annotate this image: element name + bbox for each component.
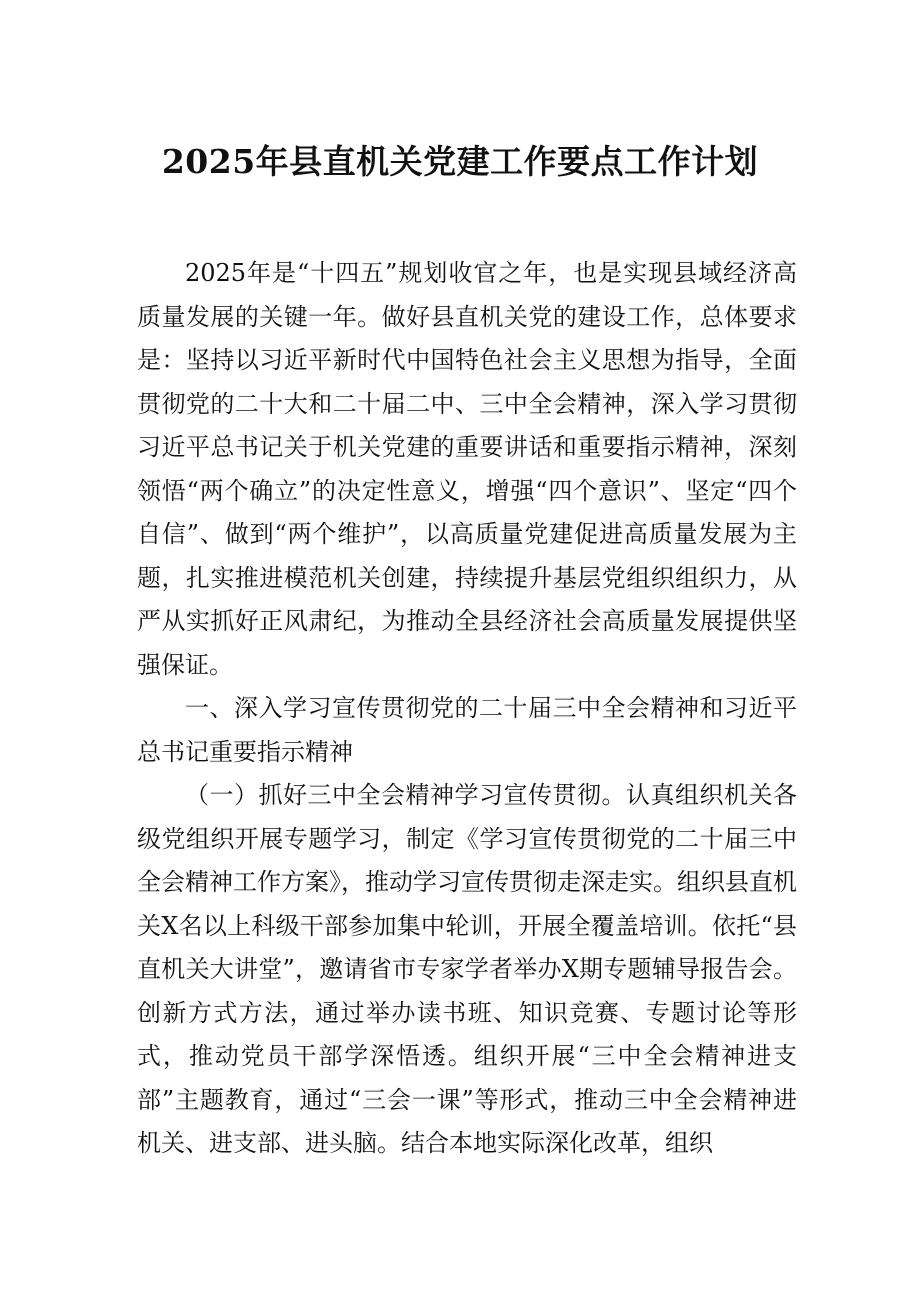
section-heading-1: 一、深入学习宣传贯彻党的二十届三中全会精神和习近平总书记重要指示精神	[137, 694, 797, 766]
document-body	[137, 252, 797, 1166]
subsection-paragraph-1: （一）抓好三中全会精神学习宣传贯彻。认真组织机关各级党组织开展专题学习，制定《学习宣传贯彻党的二十届三中全会精神工作方案》，推动学习宣传贯彻走深走实。组织县直机关X名以上科级干部参加集中轮训，开展全覆盖培训。依托“县直机关大讲堂”，邀请省市专家学者举办X期专题辅导报告会。创新方式方法，通过举办读书班、知识竞赛、专题讨论等形式，推动党员干部学深悟透。组织开展“三中全会精神进支部”主题教育，通过“三会一课”等形式，推动三中全会精神进机关、进支部、进头脑。结合本地实际深化改革，组织	[137, 781, 797, 1157]
document-title: 2025年县直机关党建工作要点工作计划	[161, 142, 759, 181]
intro-paragraph: 2025年是“十四五”规划收官之年，也是实现县域经济高质量发展的关键一年。做好县直机关党的建设工作，总体要求是：坚持以习近平新时代中国特色社会主义思想为指导，全面贯彻党的二十大和二十届二中、三中全会精神，深入学习贯彻习近平总书记关于机关党建的重要讲话和重要指示精神，深刻领悟“两个确立”的决定性意义，增强“四个意识”、坚定“四个自信”、做到“两个维护”，以高质量党建促进高质量发展为主题，扎实推进模范机关创建，持续提升基层党组织组织力，从严从实抓好正风肃纪，为推动全县经济社会高质量发展提供坚强保证。	[137, 259, 797, 679]
